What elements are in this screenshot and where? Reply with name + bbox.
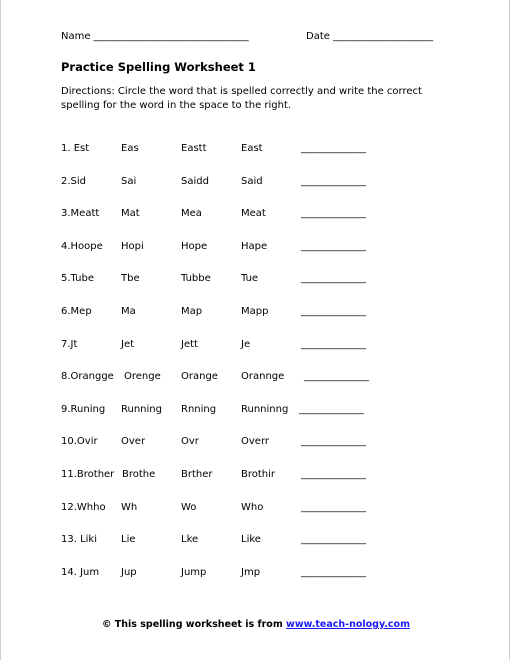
word-option: Ma [121,305,136,317]
worksheet-title: Practice Spelling Worksheet 1 [61,60,256,74]
word-option: Tbe [121,273,140,285]
footer-credit [1,619,510,630]
misspelled-word: 2.Sid [61,175,87,187]
word-rows [61,143,501,599]
word-option: Jett [181,338,198,350]
word-option: Runninng [241,403,289,415]
misspelled-word: 7.Jt [61,338,78,350]
word-option: Meat [241,208,266,220]
footer-text: © This spelling worksheet is from [102,619,287,630]
answer-blank: _____________ [301,208,366,220]
word-option: Ovr [181,436,199,448]
word-option: Said [241,175,263,187]
word-row [61,404,501,437]
word-row [61,273,501,306]
word-option: Jup [121,566,137,578]
word-option: Mapp [241,305,269,317]
word-option: Tubbe [181,273,211,285]
answer-blank: _____________ [299,403,364,415]
word-option: Eas [121,143,139,154]
word-option: Who [241,501,264,513]
word-row [61,436,501,469]
word-option: Lke [181,534,199,546]
answer-blank: _____________ [301,436,366,448]
answer-blank: _____________ [304,371,369,383]
word-row [61,371,501,404]
misspelled-word: 13. Liki [61,534,98,546]
word-row [61,176,501,209]
misspelled-word: 6.Mep [61,305,92,317]
misspelled-word: 1. Est [61,143,90,154]
word-row [61,241,501,274]
answer-blank: _____________ [301,305,366,317]
directions-text: Directions: Circle the word that is spelled correctly and write the correct spelling for the word in the space to the right. [61,86,422,111]
word-option: East [241,143,263,154]
word-option: Orenge [124,371,161,383]
word-option: Brothir [241,468,276,480]
word-option: Rnning [181,403,217,415]
word-option: Hape [241,240,268,252]
misspelled-word: 5.Tube [61,273,94,285]
misspelled-word: 9.Runing [61,403,106,415]
word-option: Jump [181,566,207,578]
word-option: Tue [241,273,259,285]
misspelled-word: 4.Hoope [61,240,103,252]
answer-blank: _____________ [301,501,366,513]
word-row [61,469,501,502]
word-option: Mea [181,208,202,220]
answer-blank: _____________ [301,534,366,546]
word-option: Hopi [121,240,144,252]
footer-link[interactable]: www.teach-nology.com [286,619,410,630]
word-option: Lie [121,534,136,546]
word-option: Mat [121,208,140,220]
word-row [61,143,501,176]
answer-blank: _____________ [301,338,366,350]
misspelled-word: 12.Whho [61,501,106,513]
answer-blank: _____________ [301,143,366,154]
misspelled-word: 8.Orangge [61,371,114,383]
misspelled-word: 11.Brother [61,468,115,480]
word-option: Like [241,534,261,546]
word-option: Over [121,436,146,448]
answer-blank: _____________ [301,468,366,480]
word-option: Jet [121,338,135,350]
word-row [61,339,501,372]
word-option: Map [181,305,203,317]
misspelled-word: 10.Ovir [61,436,98,448]
word-row [61,306,501,339]
date-field: Date ____________________ [306,31,434,42]
word-option: Running [121,403,162,415]
word-option: Wo [181,501,197,513]
answer-blank: _____________ [301,175,366,187]
word-option: Orange [181,371,218,383]
word-option: Hope [181,240,208,252]
word-row [61,567,501,600]
word-option: Jmp [241,566,261,578]
misspelled-word: 14. Jum [61,566,100,578]
word-option: Sai [121,175,137,187]
word-option: Saidd [181,175,209,187]
word-option: Je [241,338,251,350]
answer-blank: _____________ [301,240,366,252]
word-row [61,534,501,567]
word-option: Brothe [122,468,156,480]
name-field: Name _______________________________ [61,31,249,42]
word-option: Wh [121,501,138,513]
word-option: Orannge [241,371,285,383]
word-row [61,208,501,241]
answer-blank: _____________ [301,273,366,285]
misspelled-word: 3.Meatt [61,208,100,220]
word-option: Brther [181,468,213,480]
word-option: Overr [241,436,269,448]
answer-blank: _____________ [301,566,366,578]
word-option: Eastt [181,143,207,154]
word-row [61,502,501,535]
